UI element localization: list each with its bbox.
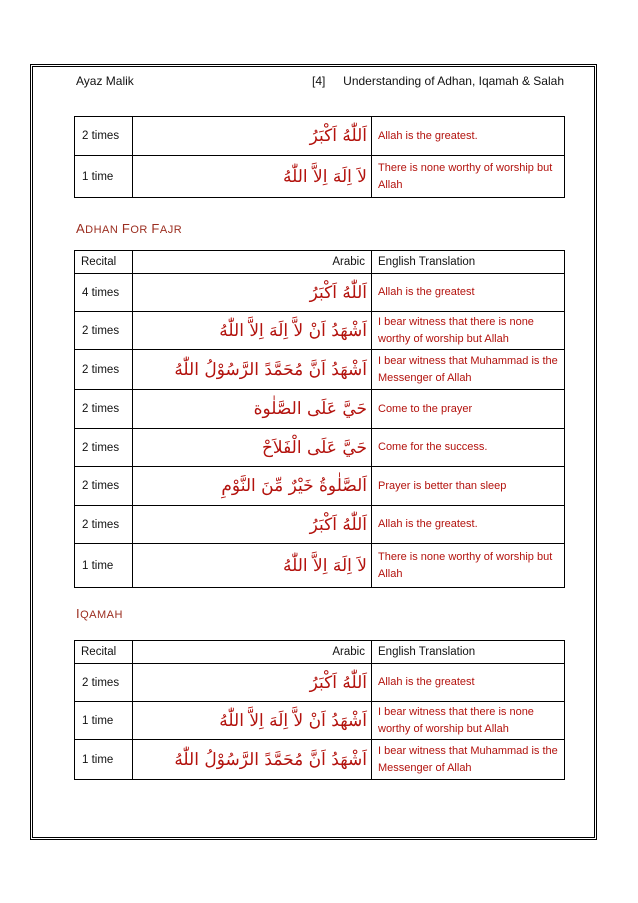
arabic-cell: اَشْهَدُ اَنَّ مُحَمَّدً الرَّسُوْلُ اللّٰهُ [133,350,372,390]
fajr-adhan-table [74,250,565,588]
header-recital: Recital [75,251,133,274]
arabic-cell: اَللّٰهُ اَكْبَرُ [133,506,372,544]
header-author: Ayaz Malik [76,74,134,88]
table-row [75,312,565,350]
arabic-cell: لاَ اِلَهَ اِلاَّ اللّٰهُ [133,544,372,588]
table-row [75,117,565,156]
arabic-cell: اَلصَّلٰوةُ خَيْرٌ مِّنَ النَّوْمِ [133,467,372,506]
translation-cell: I bear witness that there is none worthy of worship but Allah [372,312,565,350]
header-english: English Translation [372,641,565,664]
recital-cell: 1 time [75,544,133,588]
header-book-title: Understanding of Adhan, Iqamah & Salah [343,74,564,88]
section-title-iqamah: IQAMAH [76,606,123,621]
translation-cell: I bear witness that Muhammad is the Messenger of Allah [372,740,565,780]
translation-cell: There is none worthy of worship but Allah [372,156,565,198]
arabic-cell: اَشْهَدُ اَنَّ مُحَمَّدً الرَّسُوْلُ اللّٰهُ [133,740,372,780]
header-english: English Translation [372,251,565,274]
iqamah-table [74,640,565,780]
recital-cell: 1 time [75,740,133,780]
header-page-number: [4] [312,74,326,88]
translation-cell: There is none worthy of worship but Allah [372,544,565,588]
table-row [75,429,565,467]
arabic-cell: حَيَّ عَلَى الصَّلٰوة [133,390,372,429]
table-row [75,702,565,740]
translation-cell: Allah is the greatest [372,664,565,702]
translation-cell: I bear witness that there is none worthy of worship but Allah [372,702,565,740]
recital-cell: 2 times [75,117,133,156]
translation-cell: Come for the success. [372,429,565,467]
header-arabic: Arabic [133,251,372,274]
recital-cell: 2 times [75,350,133,390]
recital-cell: 2 times [75,467,133,506]
recital-cell: 2 times [75,664,133,702]
recital-cell: 2 times [75,506,133,544]
arabic-cell: اَشْهَدُ اَنْ لاَّ اِلَهَ اِلاَّ اللّٰهُ [133,702,372,740]
recital-cell: 4 times [75,274,133,312]
translation-cell: Allah is the greatest. [372,117,565,156]
table-row [75,156,565,198]
header-arabic: Arabic [133,641,372,664]
header-recital: Recital [75,641,133,664]
translation-cell: Prayer is better than sleep [372,467,565,506]
translation-cell: I bear witness that Muhammad is the Messenger of Allah [372,350,565,390]
arabic-cell: اَللّٰهُ اَكْبَرُ [133,274,372,312]
table-row [75,350,565,390]
table-row [75,506,565,544]
table-row [75,467,565,506]
recital-cell: 1 time [75,702,133,740]
table-header-row [75,251,565,274]
table-row [75,390,565,429]
arabic-cell: اَللّٰهُ اَكْبَرُ [133,117,372,156]
arabic-cell: حَيَّ عَلَى الْفَلاَحْ [133,429,372,467]
table-row [75,544,565,588]
translation-cell: Allah is the greatest [372,274,565,312]
table-row [75,274,565,312]
recital-cell: 2 times [75,390,133,429]
translation-cell: Allah is the greatest. [372,506,565,544]
recital-cell: 1 time [75,156,133,198]
page-header [76,74,564,94]
top-table [74,116,565,198]
arabic-cell: اَللّٰهُ اَكْبَرُ [133,664,372,702]
translation-cell: Come to the prayer [372,390,565,429]
section-title-adhan-fajr: ADHAN FOR FAJR [76,221,183,236]
arabic-cell: اَشْهَدُ اَنْ لاَّ اِلَهَ اِلاَّ اللّٰهُ [133,312,372,350]
arabic-cell: لاَ اِلَهَ اِلاَّ اللّٰهُ [133,156,372,198]
table-row [75,740,565,780]
recital-cell: 2 times [75,312,133,350]
table-header-row [75,641,565,664]
recital-cell: 2 times [75,429,133,467]
table-row [75,664,565,702]
